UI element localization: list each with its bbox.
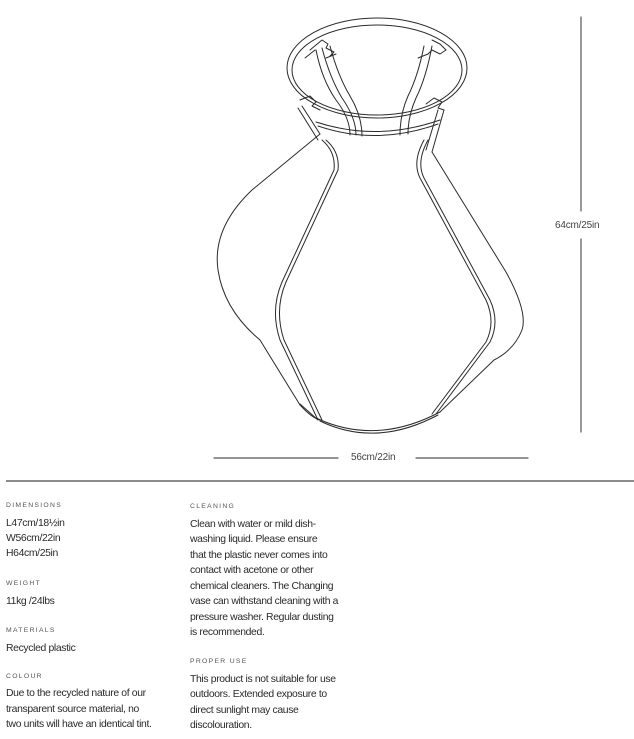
- proper-use-line-3: direct sunlight may cause: [190, 705, 299, 716]
- cleaning-line-4: contact with acetone or other: [190, 565, 314, 576]
- materials-value: Recycled plastic: [6, 643, 76, 654]
- width-dimension-label: 56cm/22in: [351, 452, 396, 463]
- colour-line-2: transparent source material, no: [6, 704, 139, 715]
- cleaning-heading: CLEANING: [190, 503, 236, 510]
- materials-heading: MATERIALS: [6, 627, 56, 634]
- cleaning-line-7: pressure washer. Regular dusting: [190, 612, 334, 623]
- dimension-height: H64cm/25in: [6, 548, 58, 559]
- dimensions-heading: DIMENSIONS: [6, 502, 63, 509]
- cleaning-line-3: that the plastic never comes into: [190, 550, 328, 561]
- cleaning-line-1: Clean with water or mild dish-: [190, 519, 316, 530]
- height-dimension-label: 64cm/25in: [555, 220, 600, 231]
- weight-heading: WEIGHT: [6, 580, 41, 587]
- colour-line-1: Due to the recycled nature of our: [6, 688, 146, 699]
- cleaning-line-6: vase can withstand cleaning with a: [190, 596, 339, 607]
- proper-use-line-2: outdoors. Extended exposure to: [190, 689, 327, 700]
- colour-line-3: two units will have an identical tint.: [6, 719, 152, 730]
- dimension-length: L47cm/18½in: [6, 518, 65, 529]
- proper-use-line-4: discolouration.: [190, 720, 252, 731]
- dimension-width: W56cm/22in: [6, 533, 61, 544]
- proper-use-heading: PROPER USE: [190, 658, 248, 665]
- cleaning-line-2: washing liquid. Please ensure: [190, 534, 318, 545]
- section-divider: [6, 480, 634, 482]
- cleaning-line-8: is recommended.: [190, 627, 265, 638]
- weight-value: 11kg /24lbs: [6, 596, 55, 607]
- proper-use-line-1: This product is not suitable for use: [190, 674, 336, 685]
- cleaning-line-5: chemical cleaners. The Changing: [190, 581, 334, 592]
- colour-heading: COLOUR: [6, 673, 43, 680]
